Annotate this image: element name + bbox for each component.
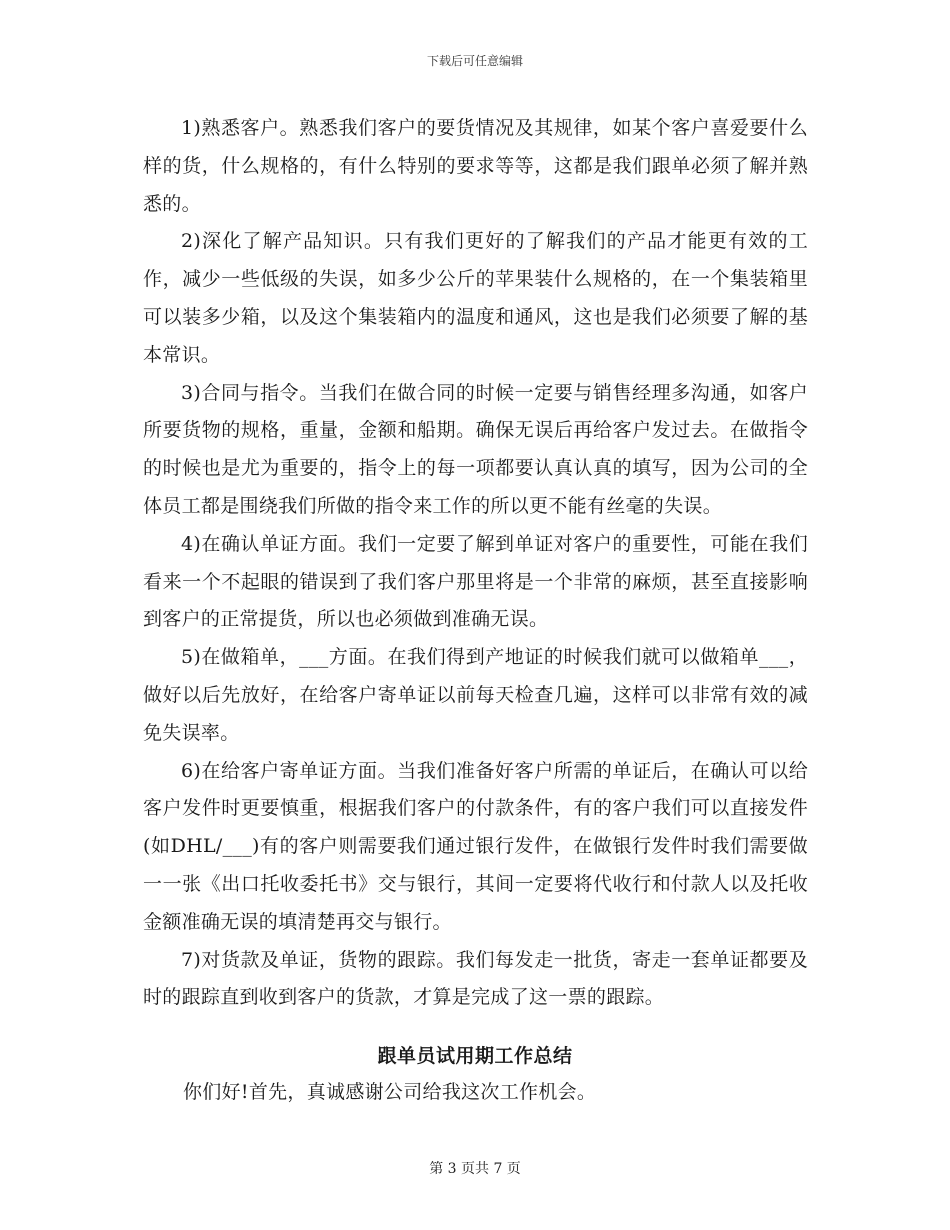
page-number: 第 3 页共 7 页 xyxy=(429,1161,521,1177)
document-body xyxy=(143,110,808,1017)
paragraph-2: 2)深化了解产品知识。只有我们更好的了解我们的产品才能更有效的工作，减少一些低级的失误，如多少公斤的苹果装什么规格的，在一个集装箱里可以装多少箱，以及这个集装箱内的温度和通风，这也是我们必须要了解的基本常识。 xyxy=(143,230,808,366)
page-header: 下载后可任意编辑 xyxy=(426,54,523,68)
paragraph-5: 5)在做箱单，___方面。在我们得到产地证的时候我们就可以做箱单___，做好以后先放好，在给客户寄单证以前每天检查几遍，这样可以非常有效的减免失误率。 xyxy=(143,646,808,744)
paragraph-7: 7)对货款及单证，货物的跟踪。我们每发走一批货，寄走一套单证都要及时的跟踪直到收到客户的货款，才算是完成了这一票的跟踪。 xyxy=(143,948,808,1009)
paragraph-1: 1)熟悉客户。熟悉我们客户的要货情况及其规律，如某个客户喜爱要什么样的货，什么规格的，有什么特别的要求等等，这都是我们跟单必须了解并熟悉的。 xyxy=(143,117,808,215)
paragraph-3: 3)合同与指令。当我们在做合同的时候一定要与销售经理多沟通，如客户所要货物的规格，重量，金额和船期。确保无误后再给客户发过去。在做指令的时候也是尤为重要的，指令上的每一项都要认真认真的填写，因为公司的全体员工都是围绕我们所做的指令来工作的所以更不能有丝毫的失误。 xyxy=(143,381,808,517)
paragraph-6: 6)在给客户寄单证方面。当我们准备好客户所需的单证后，在确认可以给客户发件时更要慎重，根据我们客户的付款条件，有的客户我们可以直接发件(如DHL/___)有的客户则需要我们通过银行发件，在做银行发件时我们需要做一一张《出口托收委托书》交与银行，其间一定要将代收行和付款人以及托收金额准确无误的填清楚再交与银行。 xyxy=(143,759,808,933)
section-title: 跟单员试用期工作总结 xyxy=(377,1045,573,1067)
greeting-line: 你们好!首先，真诚感谢公司给我这次工作机会。 xyxy=(183,1081,597,1103)
paragraph-4: 4)在确认单证方面。我们一定要了解到单证对客户的重要性，可能在我们看来一个不起眼的错误到了我们客户那里将是一个非常的麻烦，甚至直接影响到客户的正常提货，所以也必须做到准确无误。 xyxy=(143,532,808,631)
